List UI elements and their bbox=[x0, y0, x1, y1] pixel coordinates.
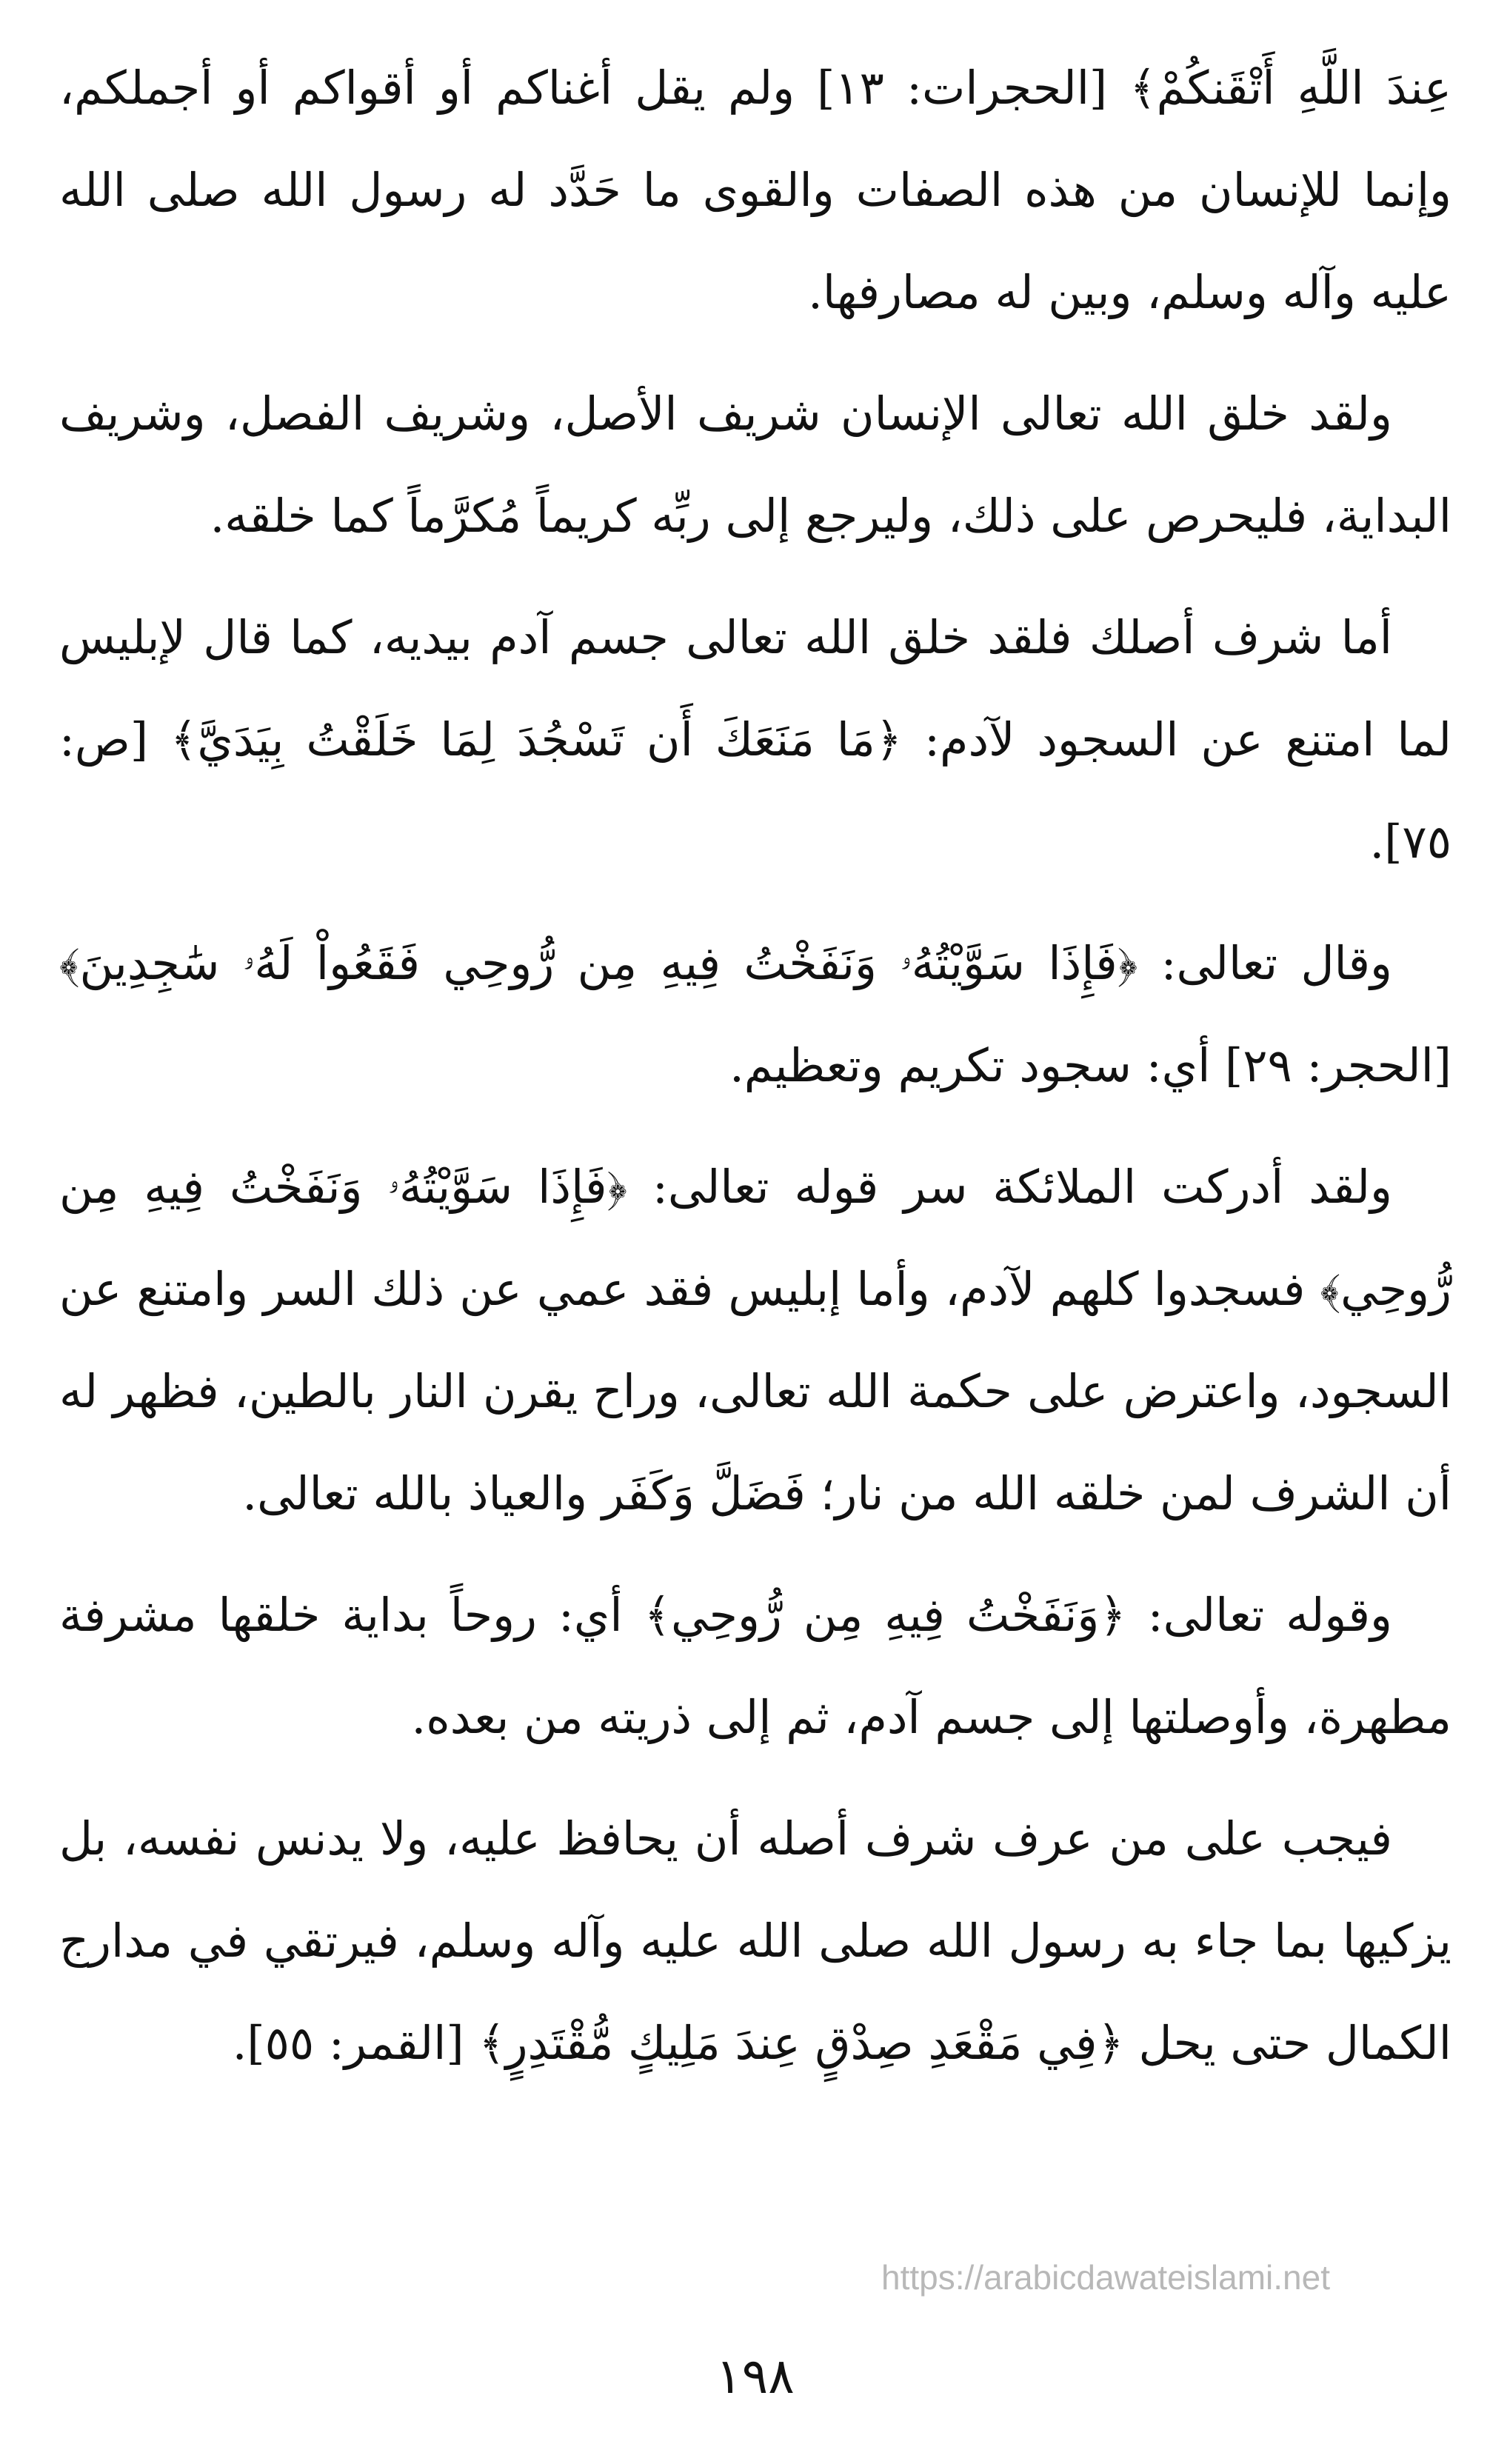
paragraph-6: وقوله تعالى: ﴿وَنَفَخْتُ فِيهِ مِن رُّوحِي﴾ أي: روحاً بداية خلقها مشرفة مطهرة، وأوصلتها إلى جسم آدم، ثم إلى ذريته من بعده. bbox=[59, 1588, 1451, 1744]
paragraph-7: فيجب على من عرف شرف أصله أن يحافظ عليه، ولا يدنس نفسه، بل يزكيها بما جاء به رسول الله صلى الله عليه وآله وسلم، فيرتقي في مدارج الكمال حتى يحل ﴿فِي مَقْعَدِ صِدْقٍ عِندَ مَلِيكٍ مُّقْتَدِرٍ﴾ [القمر: ٥٥]. bbox=[59, 1812, 1451, 2070]
paragraph-3: أما شرف أصلك فلقد خلق الله تعالى جسم آدم بيديه، كما قال لإبليس لما امتنع عن السجود لآدم: ﴿مَا مَنَعَكَ أَن تَسْجُدَ لِمَا خَلَقْتُ بِيَدَيَّ﴾ [ص: ٧٥]. bbox=[59, 610, 1451, 869]
paragraph-4: وقال تعالى: ﴿فَإِذَا سَوَّيْتُهُۥ وَنَفَخْتُ فِيهِ مِن رُّوحِي فَقَعُواْ لَهُۥ سَٰجِدِينَ﴾ [الحجر: ٢٩] أي: سجود تكريم وتعظيم. bbox=[59, 936, 1451, 1092]
page-number: ١٩٨ bbox=[715, 2348, 795, 2405]
paragraph-5: ولقد أدركت الملائكة سر قوله تعالى: ﴿فَإِذَا سَوَّيْتُهُۥ وَنَفَخْتُ فِيهِ مِن رُّوحِي﴾ فسجدوا كلهم لآدم، وأما إبليس فقد عمي عن ذلك السر وامتنع عن السجود، واعترض على حكمة الله تعالى، وراح يقرن النار بالطين، فظهر له أن الشرف لمن خلقه الله من نار؛ فَضَلَّ وَكَفَر والعياذ بالله تعالى. bbox=[59, 1160, 1451, 1520]
paragraph-1: عِندَ اللَّهِ أَتْقَنكُمْ﴾ [الحجرات: ١٣] ولم يقل أغناكم أو أقواكم أو أجملكم، وإنما للإنسان من هذه الصفات والقوى ما حَدَّد له رسول الله صلى الله عليه وآله وسلم، وبين له مصارفها. bbox=[59, 61, 1451, 319]
paragraph-2: ولقد خلق الله تعالى الإنسان شريف الأصل، وشريف الفصل، وشريف البداية، فليحرص على ذلك، وليرجع إلى ربِّه كريماً مُكرَّماً كما خلقه. bbox=[59, 387, 1451, 543]
watermark-url: https://arabicdawateislami.net bbox=[881, 2258, 1330, 2297]
page-body bbox=[59, 37, 1451, 2114]
